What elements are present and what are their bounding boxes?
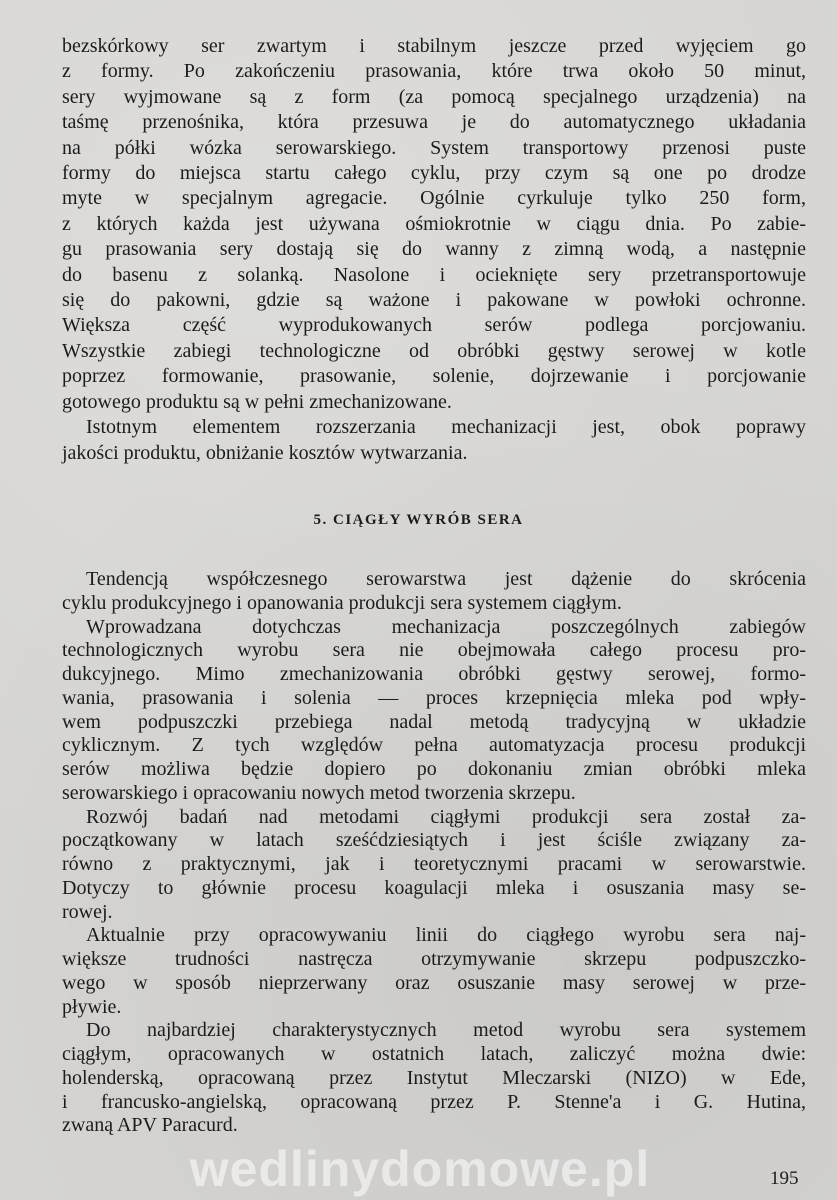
text-line: poprzez formowanie, prasowanie, solenie, dojrzewanie i porcjowanie	[62, 365, 806, 388]
text-line: i francusko-angielską, opracowaną przez P. Stenne'a i G. Hutina,	[62, 1090, 806, 1113]
text-line: wego w sposób nieprzerwany oraz osuszanie masy serowej w prze-	[62, 971, 806, 994]
text-line: rowej.	[62, 900, 113, 923]
text-line: gu prasowania sery dostają się do wanny z zimną wodą, a następnie	[62, 238, 806, 261]
paragraph	[62, 34, 806, 415]
text-line: serów możliwa będzie dopiero po dokonaniu zmian obróbki mleka	[62, 758, 806, 780]
text-line: cyklicznym. Z tych względów pełna automatyzacja procesu produkcji	[62, 734, 806, 757]
text-line: Tendencją współczesnego serowarstwa jest dążenie do skrócenia	[86, 568, 806, 590]
text-line: Większa część wyprodukowanych serów podlega porcjowaniu.	[62, 314, 806, 337]
text-line: do basenu z solanką. Nasolone i ocieknięte sery przetransportowuje	[62, 263, 806, 286]
text-line: z formy. Po zakończeniu prasowania, które trwa około 50 minut,	[62, 60, 806, 83]
paragraph	[62, 568, 806, 616]
text-line: Aktualnie przy opracowywaniu linii do ciągłego wyrobu sera naj-	[86, 924, 806, 947]
text-line: Do najbardziej charakterystycznych metod wyrobu sera systemem	[86, 1019, 806, 1042]
text-line: Dotyczy to głównie procesu koagulacji mleka i osuszania masy se-	[62, 876, 806, 899]
text-line: sery wyjmowane są z form (za pomocą specjalnego urządzenia) na	[62, 85, 806, 108]
text-line: myte w specjalnym agregacie. Ogólnie cyrkuluje tylko 250 form,	[62, 187, 806, 210]
text-line: jakości produktu, obniżanie kosztów wytwarzania.	[62, 441, 468, 464]
text-line: Istotnym elementem rozszerzania mechanizacji jest, obok poprawy	[86, 416, 806, 439]
paragraph	[62, 806, 806, 925]
text-line: zwaną APV Paracurd.	[62, 1114, 238, 1137]
text-line: taśmę przenośnika, która przesuwa je do automatycznego układania	[62, 111, 806, 134]
paragraph	[62, 616, 806, 806]
text-line: wania, prasowania i solenia — proces krzepnięcia mleka pod wpły-	[62, 686, 806, 709]
text-line: formy do miejsca startu całego cyklu, przy czym są one po drodze	[62, 162, 806, 185]
page-number: 195	[770, 1168, 799, 1189]
text-line: równo z praktycznymi, jak i teoretycznymi pracami w serowarstwie.	[62, 853, 806, 875]
text-line: początkowany w latach sześćdziesiątych i jest ściśle związany za-	[62, 829, 806, 852]
text-line: pływie.	[62, 995, 122, 1018]
text-line: Rozwój badań nad metodami ciągłymi produkcji sera został za-	[86, 805, 806, 828]
watermark: wedlinydomowe.pl	[189, 1141, 651, 1197]
text-line: się do pakowni, gdzie są ważone i pakowane w powłoki ochronne.	[62, 289, 806, 312]
text-block-top	[62, 34, 806, 466]
text-block-bottom	[62, 568, 806, 1138]
text-line: cyklu produkcyjnego i opanowania produkcji sera systemem ciągłym.	[62, 591, 622, 614]
text-line: z których każda jest używana ośmiokrotnie w ciągu dnia. Po zabie-	[62, 212, 806, 235]
paragraph	[62, 1019, 806, 1138]
paragraph	[62, 924, 806, 1019]
text-line: holenderską, opracowaną przez Instytut Mleczarski (NIZO) w Ede,	[62, 1066, 806, 1089]
text-line: Wprowadzana dotychczas mechanizacja poszczególnych zabiegów	[86, 615, 806, 638]
text-line: dukcyjnego. Mimo zmechanizowania obróbki gęstwy serowej, formo-	[62, 663, 806, 685]
text-line: wem podpuszczki przebiega nadal metodą tradycyjną w układzie	[62, 710, 806, 733]
text-line: na półki wózka serowarskiego. System transportowy przenosi puste	[62, 136, 806, 159]
text-line: serowarskiego i opracowaniu nowych metod tworzenia skrzepu.	[62, 781, 576, 804]
text-line: Wszystkie zabiegi technologiczne od obróbki gęstwy serowej w kotle	[62, 339, 806, 362]
text-line: większe trudności nastręcza otrzymywanie skrzepu podpuszczko-	[62, 948, 806, 970]
text-line: bezskórkowy ser zwartym i stabilnym jeszcze przed wyjęciem go	[62, 35, 806, 57]
text-line: gotowego produktu są w pełni zmechanizowane.	[62, 390, 452, 413]
text-line: ciągłym, opracowanych w ostatnich latach, zaliczyć można dwie:	[62, 1043, 806, 1065]
paragraph	[62, 415, 806, 466]
text-line: technologicznych wyrobu sera nie obejmowała całego procesu pro-	[62, 639, 806, 662]
section-heading: 5. CIĄGŁY WYRÓB SERA	[313, 512, 524, 528]
